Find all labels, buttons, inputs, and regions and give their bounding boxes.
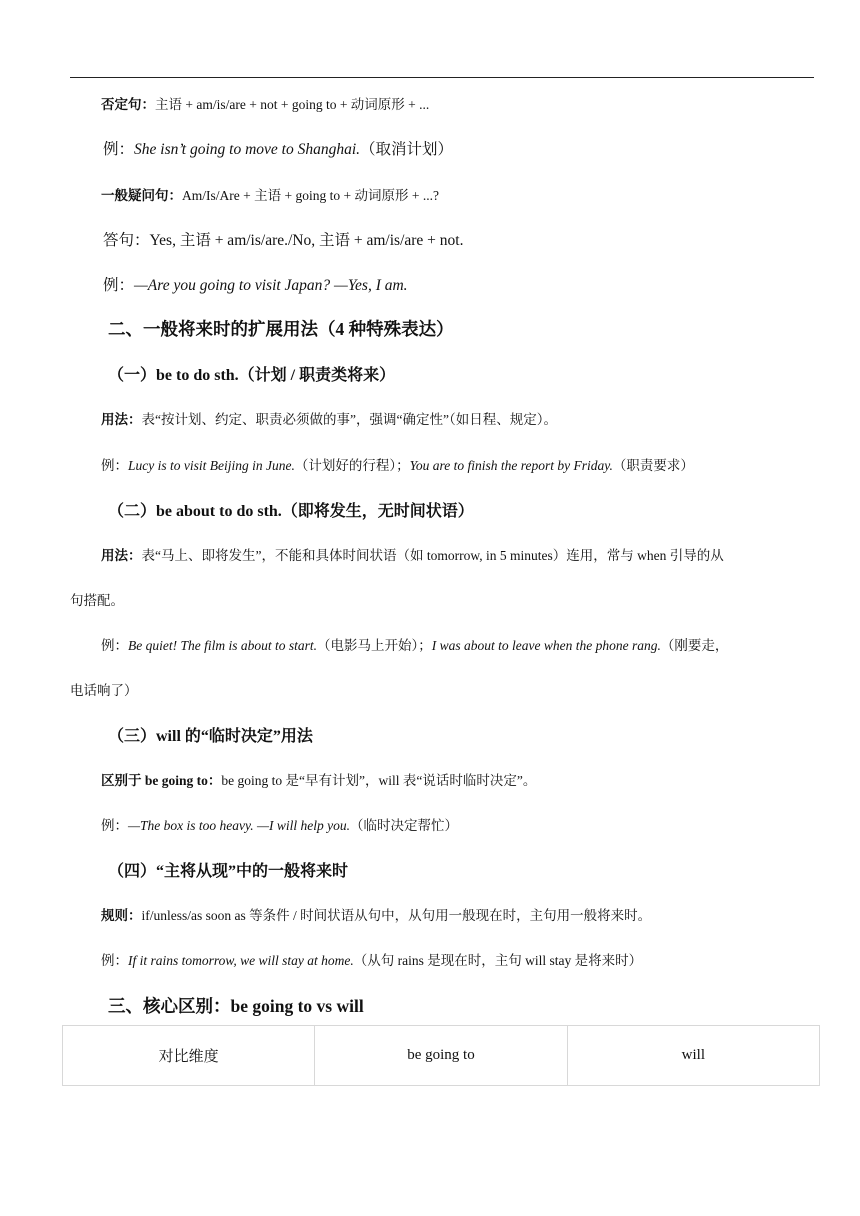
example-note: （临时决定帮忙） — [349, 818, 458, 833]
section-2-title: 二、一般将来时的扩展用法（4 种特殊表达） — [108, 319, 454, 339]
example-note-2-continued: 电话响了） — [70, 683, 138, 698]
question-example — [103, 273, 408, 295]
example-note: （取消计划） — [360, 141, 454, 158]
example-label: 例： — [103, 141, 135, 158]
comparison-table — [62, 1025, 820, 1086]
subsection-4-title: （四）“主将从现”中的一般将来时 — [108, 863, 349, 880]
example-label: 例： — [101, 458, 128, 473]
usage-text-line-1: 表“马上、即将发生”，不能和具体时间状语（如 tomorrow, in 5 minutes）连用，常与 when 引导的从 — [141, 548, 724, 563]
table-header-cell: 对比维度 — [63, 1026, 315, 1086]
answer-rule — [103, 228, 463, 250]
subsection-1-usage — [101, 408, 557, 428]
answer-text: Yes, 主语 + am/is/are./No, 主语 + am/is/are + not. — [149, 232, 464, 249]
table-header-cell: be going to — [315, 1026, 567, 1086]
example-label: 例： — [101, 953, 128, 968]
example-sentence: —Are you going to visit Japan? —Yes, I am. — [134, 277, 408, 294]
negative-rule-label: 否定句： — [101, 97, 155, 112]
rule-label: 规则： — [101, 908, 142, 923]
question-rule-label: 一般疑问句： — [101, 188, 182, 203]
example-sentence: —The box is too heavy. —I will help you. — [128, 818, 350, 833]
example-sentence: She isn’t going to move to Shanghai. — [134, 141, 361, 158]
rule-text: if/unless/as soon as 等条件 / 时间状语从句中，从句用一般现在时，主句用一般将来时。 — [141, 908, 652, 923]
subsection-1-example — [101, 454, 694, 474]
example-note-2: （职责要求） — [612, 458, 694, 473]
subsection-3-example — [101, 814, 458, 834]
negative-rule — [101, 93, 429, 113]
example-sentence-1: Be quiet! The film is about to start. — [128, 638, 317, 653]
example-note: （从句 rains 是现在时，主句 will stay 是将来时） — [353, 953, 643, 968]
subsection-2-example — [101, 634, 728, 654]
subsection-1-title: （一）be to do sth.（计划 / 职责类将来） — [108, 367, 396, 384]
example-sentence-1: Lucy is to visit Beijing in June. — [128, 458, 295, 473]
negative-rule-text: 主语 + am/is/are + not + going to + 动词原形 + ... — [155, 97, 430, 112]
usage-label: 用法： — [101, 412, 142, 427]
subsection-4-rule — [101, 904, 651, 924]
example-label: 例： — [103, 277, 135, 294]
table-header-row — [63, 1026, 820, 1086]
usage-label: 用法： — [101, 548, 142, 563]
usage-text: 表“按计划、约定、职责必须做的事”，强调“确定性”（如日程、规定）。 — [141, 412, 557, 427]
example-label: 例： — [101, 638, 128, 653]
difference-label: 区别于 be going to： — [101, 773, 222, 788]
subsection-2-usage — [101, 544, 724, 564]
example-sentence-2: I was about to leave when the phone rang. — [431, 638, 661, 653]
usage-text-line-2: 句搭配。 — [70, 593, 124, 608]
question-rule — [101, 184, 439, 204]
subsection-4-example — [101, 949, 642, 969]
example-note-2: （刚要走， — [660, 638, 729, 653]
question-rule-text: Am/Is/Are + 主语 + going to + 动词原形 + ...? — [182, 188, 439, 203]
table-header-cell: will — [567, 1026, 819, 1086]
example-label: 例： — [101, 818, 128, 833]
section-3-title: 三、核心区别：be going to vs will — [108, 996, 364, 1016]
answer-label: 答句： — [103, 232, 150, 249]
header-rule — [70, 77, 814, 78]
example-sentence: If it rains tomorrow, we will stay at home. — [128, 953, 354, 968]
subsection-2-title: （二）be about to do sth.（即将发生，无时间状语） — [108, 503, 474, 520]
negative-example — [103, 137, 453, 159]
subsection-3-title: （三）will 的“临时决定”用法 — [108, 728, 313, 745]
example-note-1: （电影马上开始）； — [317, 638, 432, 653]
subsection-3-difference — [101, 769, 536, 789]
example-sentence-2: You are to finish the report by Friday. — [409, 458, 613, 473]
difference-text: be going to 是“早有计划”，will 表“说话时临时决定”。 — [221, 773, 537, 788]
example-note-1: （计划好的行程）； — [294, 458, 410, 473]
